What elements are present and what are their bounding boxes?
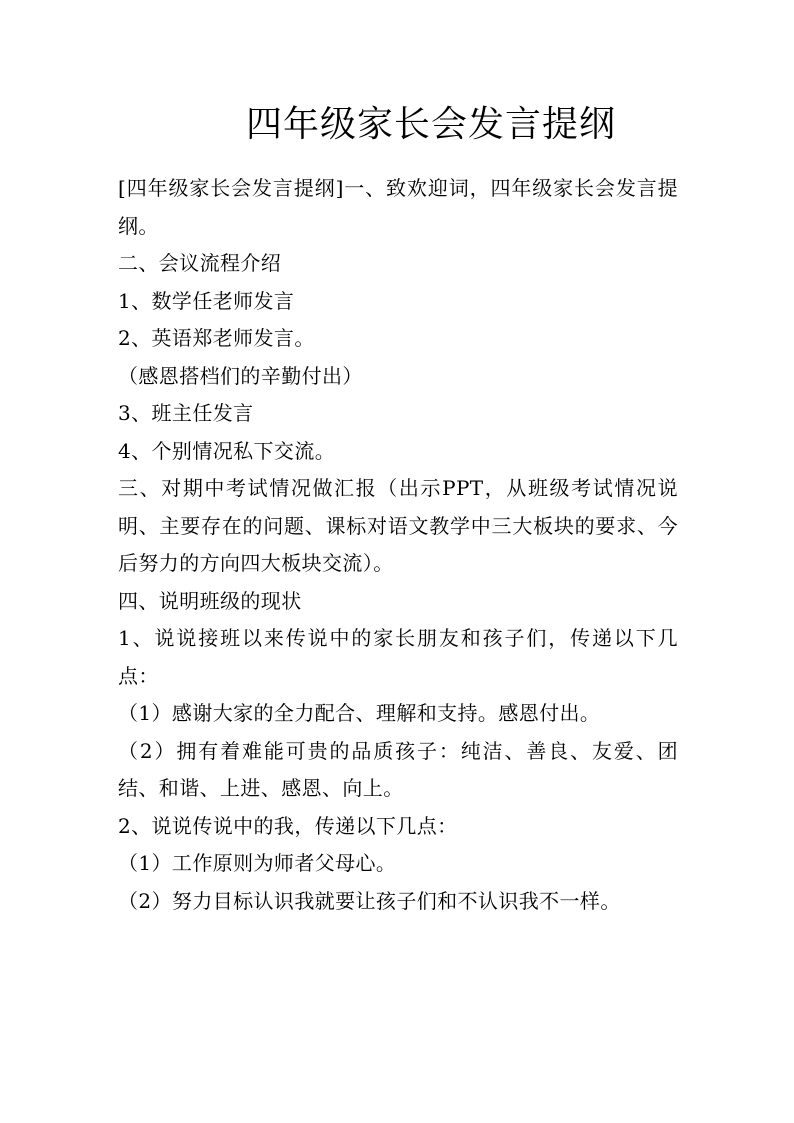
paragraph-about-me: 2、说说传说中的我，传递以下几点： xyxy=(118,813,458,838)
paragraph-head-teacher: 3、班主任发言 xyxy=(118,401,254,425)
paragraph-intro: [四年级家长会发言提纲]一、致欢迎词，四年级家长会发言提纲。 xyxy=(118,176,678,238)
paragraph-parents-children: 1、说说接班以来传说中的家长朋友和孩子们，传递以下几点： xyxy=(118,626,678,688)
paragraph-private-talk: 4、个别情况私下交流。 xyxy=(118,438,336,463)
paragraph-thanks-partners: （感恩搭档们的辛勤付出） xyxy=(118,363,363,388)
paragraph-math-teacher: 1、数学任老师发言 xyxy=(118,288,295,313)
paragraph-class-status: 四、说明班级的现状 xyxy=(118,588,302,613)
paragraph-meeting-flow: 二、会议流程介绍 xyxy=(118,251,282,275)
document-body xyxy=(118,170,678,920)
paragraph-midterm-report: 三、对期中考试情况做汇报（出示PPT，从班级考试情况说明、主要存在的问题、课标对语文教学中三大板块的要求、今后努力的方向四大板块交流）。 xyxy=(118,476,678,575)
paragraph-english-teacher: 2、英语郑老师发言。 xyxy=(118,326,315,350)
paragraph-qualities: （2）拥有着难能可贵的品质孩子：纯洁、善良、友爱、团结、和谐、上进、感恩、向上。 xyxy=(118,738,678,800)
paragraph-work-principle: （1）工作原则为师者父母心。 xyxy=(118,851,397,875)
paragraph-thanks-support: （1）感谢大家的全力配合、理解和支持。感恩付出。 xyxy=(118,701,601,725)
paragraph-goal: （2）努力目标认识我就要让孩子们和不认识我不一样。 xyxy=(118,888,621,913)
document-title: 四年级家长会发言提纲 xyxy=(245,104,616,145)
